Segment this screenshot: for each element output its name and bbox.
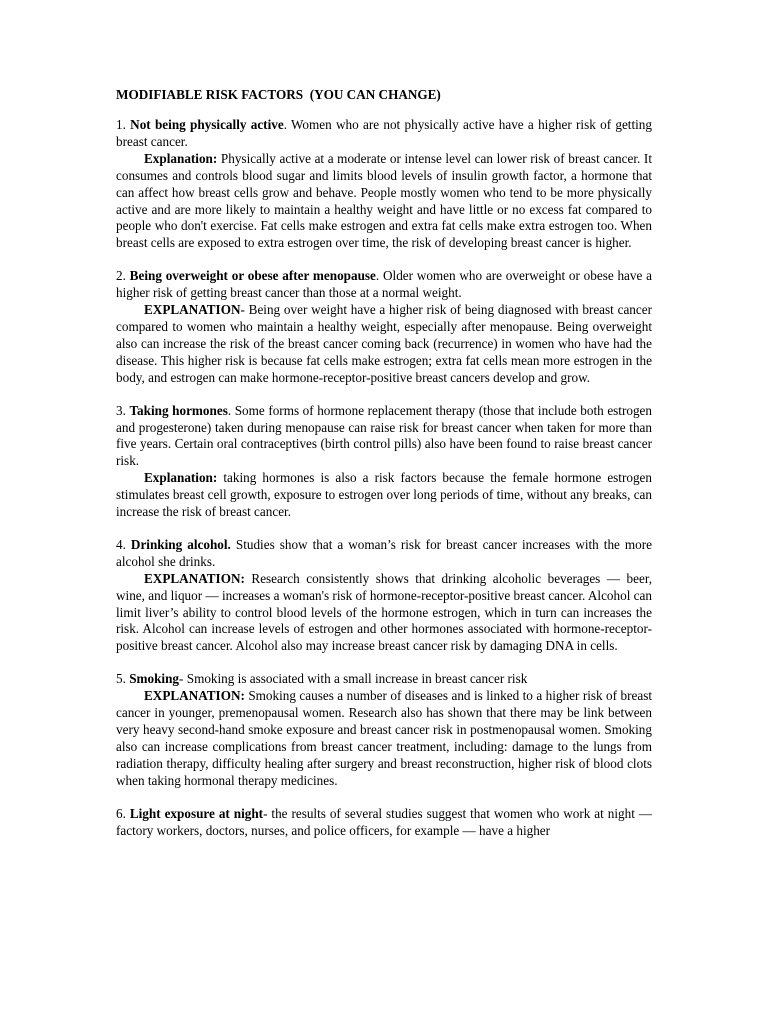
risk-factor-heading: Not being physically active	[130, 117, 284, 132]
risk-factor-text: Smoking is associated with a small increase in breast cancer risk	[186, 671, 528, 687]
risk-factor-text: Women who are not physically active have a higher risk of getting breast cancer.	[116, 117, 652, 149]
risk-factor-text: Some forms of hormone replacement therapy (those that include both estrogen and progesterone) taken during menopause can raise risk for breast cancer when taken for more than five years. Certain oral contraceptives (birth control pills) also have been found to raise breast cancer risk.	[116, 402, 652, 469]
risk-factor-heading: Drinking alcohol.	[130, 536, 231, 552]
explanation-paragraph	[116, 151, 652, 252]
risk-factor-section-5	[116, 671, 652, 789]
item-number: 2.	[116, 268, 130, 284]
explanation-text: Smoking causes a number of diseases and is linked to a higher risk of breast cancer in younger, premenopausal women. Research also has shown that there may be link between very heavy second-hand smoke exposure and breast cancer risk in postmenopausal women. Smoking also can increase complications from breast cancer treatment, including: damage to the lungs from radiation therapy, difficulty healing after surgery and breast reconstruction, higher risk of blood clots when taking hormonal therapy medicines.	[116, 688, 652, 788]
explanation-text: Physically active at a moderate or intense level can lower risk of breast cancer. It consumes and controls blood sugar and limits blood levels of insulin growth factor, a hormone that can affect how breast cells grow and behave. People mostly women who tend to be more physically active and are more likely to maintain a healthy weight and have little or no excess fat compared to people who don't exercise. Fat cells make estrogen and extra fat cells make extra estrogen too. When breast cells are exposed to extra estrogen over time, the risk of developing breast cancer is higher.	[116, 150, 652, 251]
explanation-paragraph	[116, 470, 652, 521]
risk-factor-text: Older women who are overweight or obese have a higher risk of getting breast cancer than those at a normal weight.	[116, 268, 652, 301]
risk-factor-intro	[116, 403, 652, 471]
risk-factor-heading: Smoking	[129, 671, 180, 687]
risk-factor-text: the results of several studies suggest that women who work at night — factory workers, doctors, nurses, and police officers, for example — have a higher	[116, 805, 652, 838]
explanation-text: Research consistently shows that drinking alcoholic beverages — beer, wine, and liquor — increases a woman's risk of hormone-receptor-positive breast cancer. Alcohol can limit liver’s ability to control blood levels of the hormone estrogen, which in turn can increases the risk. Alcohol can increase levels of estrogen and other hormones associated with hormone-receptor-positive breast cancer. Alcohol also may increase breast cancer risk by damaging DNA in cells.	[116, 570, 652, 654]
explanation-label: EXPLANATION:	[144, 570, 245, 586]
risk-factor-intro	[116, 117, 652, 151]
risk-factor-text: Studies show that a woman’s risk for breast cancer increases with the more alcohol she drinks.	[116, 536, 653, 569]
risk-factor-intro	[116, 806, 652, 840]
risk-factor-heading: Taking hormones	[129, 402, 228, 418]
heading-separator: .	[375, 268, 383, 284]
risk-factor-section-2	[116, 268, 652, 386]
heading-separator: .	[227, 402, 235, 418]
heading-separator: .	[283, 117, 292, 132]
explanation-label: Explanation:	[144, 470, 218, 486]
risk-factor-intro	[116, 537, 652, 571]
item-number: 3.	[116, 402, 130, 418]
explanation-text: taking hormones is also a risk factors because the female hormone estrogen stimulates breast cell growth, exposure to estrogen over long periods of time, without any breaks, can increase the risk of breast cancer.	[116, 470, 652, 520]
risk-factor-heading: Being overweight or obese after menopause	[129, 268, 376, 284]
heading-separator: -	[263, 805, 272, 821]
explanation-paragraph	[116, 688, 652, 789]
explanation-label: EXPLANATION:	[144, 688, 245, 704]
heading-separator: -	[179, 671, 187, 687]
explanation-label: EXPLANATION	[144, 302, 241, 318]
document-title: MODIFIABLE RISK FACTORS (YOU CAN CHANGE)	[116, 87, 441, 102]
item-number: 6.	[116, 805, 130, 821]
risk-factor-section-4	[116, 537, 652, 655]
risk-factor-section-6	[116, 806, 652, 840]
risk-factor-intro	[116, 671, 652, 688]
risk-factor-intro	[116, 268, 652, 302]
item-number: 1.	[116, 117, 131, 132]
explanation-label: Explanation:	[144, 150, 218, 166]
explanation-paragraph	[116, 571, 652, 656]
risk-factor-heading: Light exposure at night	[129, 805, 264, 821]
item-number: 4.	[116, 536, 131, 552]
risk-factor-section-1	[116, 117, 652, 252]
explanation-text: - Being over weight have a higher risk of being diagnosed with breast cancer compared to women who maintain a healthy weight, especially after menopause. Being overweight also can increase the risk of the breast cancer coming back (recurrence) in women who have had the disease. This higher risk is because fat cells make estrogen; extra fat cells mean more estrogen in the body, and estrogen can make hormone-receptor-positive breast cancers develop and grow.	[116, 302, 652, 385]
item-number: 5.	[116, 671, 130, 687]
explanation-paragraph	[116, 302, 652, 387]
risk-factor-section-3	[116, 403, 652, 521]
document-page	[116, 86, 652, 855]
